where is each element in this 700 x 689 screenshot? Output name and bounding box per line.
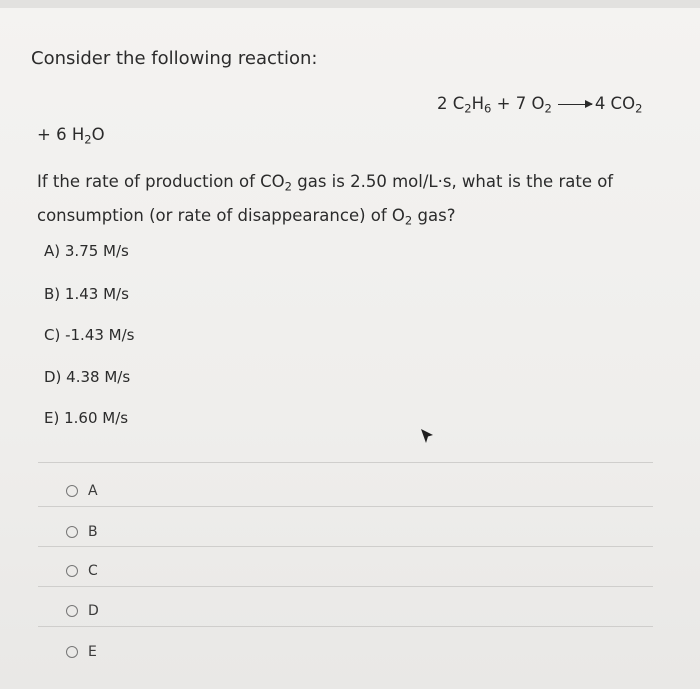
choice-divider — [38, 586, 653, 587]
choice-divider — [38, 626, 653, 627]
radio-button[interactable] — [66, 565, 78, 577]
question-text: If the rate of production of $CO_2$ gas is 2.50 mol/L·s, what is the rate of consumption (or rate of disappearance) of $O_2$ gas? — [37, 172, 614, 228]
choice-a[interactable] — [66, 483, 98, 499]
radio-button[interactable] — [66, 605, 78, 617]
choice-divider — [38, 546, 653, 547]
answer-option-a: A) 3.75 M/s — [44, 242, 129, 260]
radio-button[interactable] — [66, 485, 78, 497]
choice-divider — [38, 506, 653, 507]
choice-label: B — [88, 524, 98, 540]
choice-d[interactable] — [66, 603, 99, 619]
choice-label: E — [88, 644, 97, 660]
choice-c[interactable] — [66, 563, 98, 579]
mouse-cursor-icon — [420, 428, 434, 448]
choice-label: D — [88, 603, 99, 619]
reaction-arrow-icon — [558, 104, 592, 105]
choice-e[interactable] — [66, 644, 97, 660]
choice-label: C — [88, 563, 98, 579]
answer-option-c: C) -1.43 M/s — [44, 326, 135, 344]
reaction-continuation: + 6 $H_2O$ — [37, 125, 105, 147]
choice-label: A — [88, 483, 98, 499]
answer-option-d: D) 4.38 M/s — [44, 368, 131, 386]
radio-button[interactable] — [66, 526, 78, 538]
reaction-equation: 2 $C_2H_6 + 7$ $O_2$ 4 $CO_2$ — [437, 94, 643, 116]
choice-b[interactable] — [66, 524, 98, 540]
choices-divider — [38, 462, 653, 463]
radio-button[interactable] — [66, 646, 78, 658]
answer-option-e: E) 1.60 M/s — [44, 409, 129, 427]
answer-option-b: B) 1.43 M/s — [44, 285, 129, 303]
question-heading: Consider the following reaction: — [31, 48, 318, 69]
top-border — [0, 0, 700, 8]
